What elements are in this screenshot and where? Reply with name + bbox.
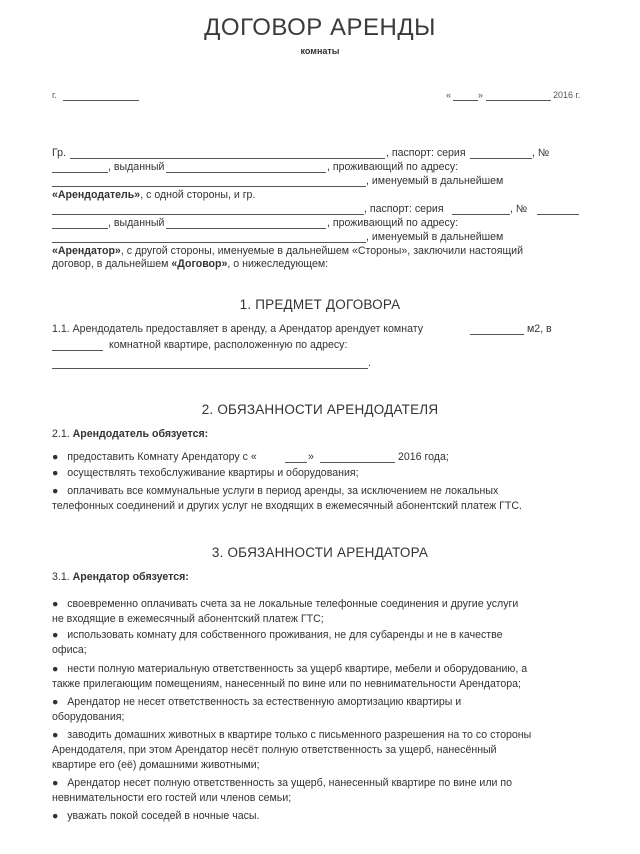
s3-b5-text: заводить домашних животных в квартире только с письменного разрешения на то со стороны: [67, 729, 532, 741]
document-title: ДОГОВОР АРЕНДЫ: [204, 14, 436, 41]
start-month-blank: [320, 462, 395, 463]
s3-b7-text: уважать покой соседей в ночные часы.: [67, 810, 260, 822]
landlord-role: «Арендодатель»: [52, 189, 141, 201]
parties-line9: [52, 258, 328, 271]
parties-line4-rest: , с одной стороны, и гр.: [140, 189, 256, 201]
s3-b2-l2: офиса;: [52, 644, 87, 656]
s3-b3-l2: также прилегающим помещениям, нанесенный по вине или по невнимательности Арендатора;: [52, 678, 521, 690]
tenant-role: «Арендатор»: [52, 245, 121, 257]
s2-bullet1: ● предоставить Комнату Арендатору с «: [52, 451, 257, 463]
s3-b6-l2: невнимательности его гостей или членов семьи;: [52, 792, 292, 804]
parties-line9-b: , о нижеследующем:: [227, 258, 329, 270]
s1-clause1-line1: 1.1. Арендодатель предоставляет в аренду, а Арендатор арендует комнату: [52, 323, 423, 335]
date-year: 2016 г.: [553, 90, 581, 100]
parties-line6-address: , проживающий по адресу:: [327, 217, 459, 229]
document-subtitle: комнаты: [300, 46, 340, 56]
s1-clause1-end: .: [368, 357, 371, 369]
date-day-blank: [453, 100, 478, 101]
s1-clause1-unit: м2, в: [527, 323, 552, 335]
parties-line1-prefix: Гр.: [52, 147, 66, 159]
parties-line9-a: договор, в дальнейшем: [52, 258, 172, 270]
date-open-quote: «: [446, 90, 452, 100]
s3-b3-text: нести полную материальную ответственность за ущерб квартире, мебели и оборудованию, а: [67, 663, 528, 675]
tenant-passport-number-blank: [537, 214, 579, 215]
s3-b1-text: своевременно оплачивать счета за не локальные телефонные соединения и другие услуги: [67, 598, 519, 610]
s2-bullet3-cont: телефонных соединений и других услуг не входящих в ежемесячный абонентский платеж ГТС.: [52, 500, 522, 512]
s3-b5-l2: Арендодателя, при этом Арендатор несёт полную ответственность за ущерб, нанесённый: [52, 744, 497, 756]
parties-line5-passport: , паспорт: серия: [364, 203, 444, 215]
s3-b5-l3: квартире его (её) домашними животными;: [52, 759, 260, 771]
s3-b2-text: использовать комнату для собственного проживания, не для субаренды и не в качестве: [67, 629, 503, 641]
s2-bullet3: ● оплачивать все коммунальные услуги в период аренды, за исключением не локальных: [52, 485, 499, 497]
landlord-address-blank: [52, 186, 366, 187]
s3-b6-l1: ● Арендатор несет полную ответственность за ущерб, нанесенный квартире по вине или по: [52, 777, 513, 789]
place-blank: [63, 100, 139, 101]
date-close-quote: »: [478, 90, 484, 100]
landlord-passport-series-blank: [470, 158, 532, 159]
room-area-blank: [470, 334, 524, 335]
section3-heading: 3. ОБЯЗАННОСТИ АРЕНДАТОРА: [211, 545, 429, 560]
s3-intro: 3.1. Арендатор обязуется:: [52, 571, 189, 583]
landlord-issued-by-blank: [166, 172, 326, 173]
s3-b7-l1: ● уважать покой соседей в ночные часы.: [52, 810, 260, 822]
place-prefix: г.: [52, 90, 57, 100]
s1-clause1-line2: комнатной квартире, расположенную по адресу:: [109, 339, 348, 351]
s2-bullet3-text: оплачивать все коммунальные услуги в период аренды, за исключением не локальных: [67, 485, 499, 497]
contract-term: «Договор»: [171, 258, 228, 270]
start-day-blank: [285, 462, 307, 463]
s3-b6-text: Арендатор несет полную ответственность за ущерб, нанесенный квартире по вине или по: [67, 777, 513, 789]
s3-b4-text: Арендатор не несет ответственность за естественную амортизацию квартиры и: [67, 696, 462, 708]
s2-bullet2: ● осуществлять техобслуживание квартиры и оборудования;: [52, 467, 359, 479]
s3-b4-l2: оборудования;: [52, 711, 125, 723]
parties-line1-passport: , паспорт: серия: [386, 147, 466, 159]
parties-line3-named: , именуемый в дальнейшем: [366, 175, 504, 187]
landlord-name-blank: [70, 158, 385, 159]
parties-line8: [52, 245, 523, 258]
parties-line8-rest: , с другой стороны, именуемые в дальнейшем «Стороны», заключили настоящий: [120, 245, 524, 257]
apartment-address-blank: [52, 368, 368, 369]
s3-b2-l1: ● использовать комнату для собственного проживания, не для субаренды и не в качестве: [52, 629, 503, 641]
parties-line2-issued: , выданный: [108, 161, 165, 173]
tenant-address-blank: [52, 242, 366, 243]
s3-b1-l1: ● своевременно оплачивать счета за не локальные телефонные соединения и другие услуги: [52, 598, 519, 610]
s3-b4-l1: ● Арендатор не несет ответственность за естественную амортизацию квартиры и: [52, 696, 462, 708]
s3-intro-bold: Арендатор обязуется:: [72, 571, 189, 583]
parties-line2-address: , проживающий по адресу:: [327, 161, 459, 173]
s2-intro-bold: Арендодатель обязуется:: [72, 428, 209, 440]
s3-b5-l1: ● заводить домашних животных в квартире только с письменного разрешения на то со стороны: [52, 729, 532, 741]
rooms-count-blank: [52, 350, 103, 351]
section2-heading: 2. ОБЯЗАННОСТИ АРЕНДОДАТЕЛЯ: [201, 402, 439, 417]
section1-heading: 1. ПРЕДМЕТ ДОГОВОРА: [239, 297, 401, 312]
s2-bullet1-quote: »: [308, 451, 314, 463]
s2-intro: 2.1. Арендодатель обязуется:: [52, 428, 209, 440]
tenant-passport-series-blank: [452, 214, 510, 215]
tenant-issued-by-blank: [166, 228, 326, 229]
s2-bullet1-year: 2016 года;: [398, 451, 449, 463]
landlord-passport-number-blank: [52, 172, 108, 173]
parties-line6-issued: , выданный: [108, 217, 165, 229]
parties-line4: [52, 189, 255, 202]
s2-bullet2-text: осуществлять техобслуживание квартиры и оборудования;: [67, 467, 359, 479]
s2-bullet1-text-a: предоставить Комнату Арендатору с «: [67, 451, 257, 463]
tenant-passport-number-blank-2: [52, 228, 108, 229]
tenant-name-blank: [52, 214, 364, 215]
parties-line7-named: , именуемый в дальнейшем: [366, 231, 504, 243]
parties-line1-number: , №: [532, 147, 550, 159]
s3-b1-l2: не входящие в ежемесячный абонентский платеж ГТС;: [52, 613, 324, 625]
s3-b3-l1: ● нести полную материальную ответственность за ущерб квартире, мебели и оборудованию, а: [52, 663, 528, 675]
date-month-blank: [486, 100, 551, 101]
parties-line5-number: , №: [510, 203, 528, 215]
